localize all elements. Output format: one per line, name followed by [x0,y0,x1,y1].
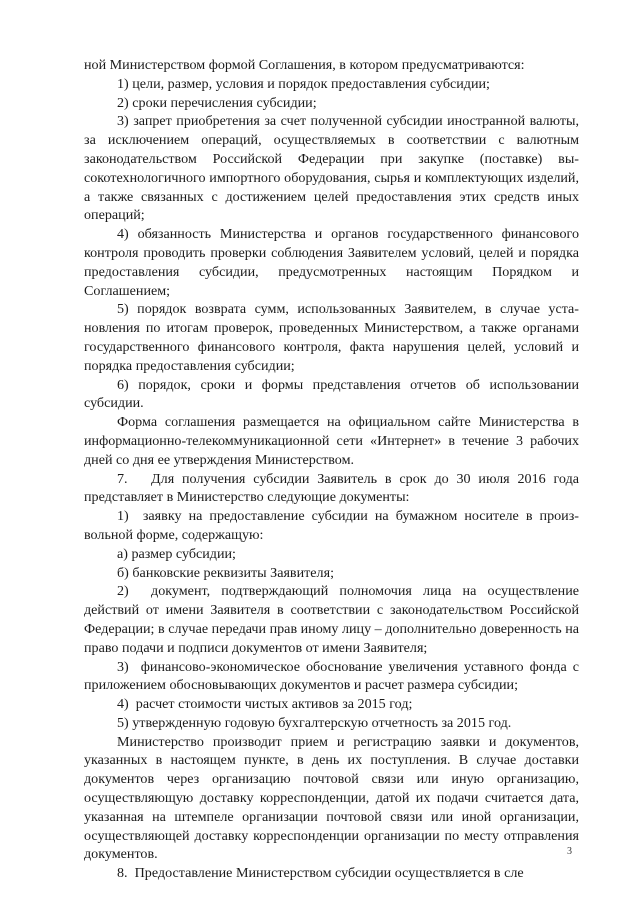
list-item-goals: 1) цели, размер, условия и порядок предоставления субсидии; [117,75,490,92]
paragraph-continuation: ной Министерством формой Соглашения, в котором предусматриваются: [84,57,525,73]
section-8-start: 8. Предоставление Министерством субсидии осуществляется в сле [117,865,524,882]
list-item-inspections: 4) обязанность Министерства и органов государственного финансового контроля проводить проверки соблюдения Заявителем условий, целей и порядка предоставления субсидии, предусмотренных настоящим Порядком и Соглашением; [84,226,579,299]
list-item-currency-ban: 3) запрет приобретения за счет полученной субсидии иностранной валюты, за исключением операций, осуществляемых в соответствии с валютным законодательством Российской Федерации при закупке (поставке) высокотехнологичного импортного оборудования, сырья и комплектующих изделий, а также связанных с достижением целей предоставления этих средств иных операций; [84,113,579,224]
list-item-terms: 2) сроки перечисления субсидии; [117,94,317,111]
doc-subitem-amount: а) размер субсидии; [117,545,236,562]
doc-item-net-assets: 4) расчет стоимости чистых активов за 2015 год; [117,696,413,713]
doc-item-financial-statements: 5) утвержденную годовую бухгалтерскую отчетность за 2015 год. [117,714,512,731]
paragraph-registration: Министерство производит прием и регистрацию заявки и документов, указанных в настоящем пункте, в день их поступления. В случае доставки документов через организацию почтовой связи или иную организацию, осуществляющую доставку корреспонденции, датой их подачи считается дата, указанная на штемпеле организации почтовой связи или иной организации, осуществляющей доставку корреспонденции организации по месту отправления документов. [84,733,579,863]
doc-item-justification: 3) финансово-экономическое обоснование увеличения уставного фонда с приложением обосновывающих документов и расчет размера субсидии; [84,658,579,694]
doc-subitem-bank-details: б) банковские реквизиты Заявителя; [117,564,334,581]
document-body [84,56,579,883]
doc-item-application: 1) заявку на предоставление субсидии на бумажном носителе в произвольной форме, содержащую: [84,508,579,543]
section-7-heading: 7. Для получения субсидии Заявитель в срок до 30 июля 2016 года представляет в Министерство следующие документы: [84,470,579,506]
doc-item-authority: 2) документ, подтверждающий полномочия лица на осуществление действий от имени Заявителя в соответствии с законодательством Российской Федерации; в случае передачи прав иному лицу – дополнительно доверенность на право подачи и подписи документов от имени Заявителя; [84,583,579,656]
list-item-reports: 6) порядок, сроки и формы представления отчетов об использовании субсидии. [84,376,579,412]
page-number: 3 [567,846,572,857]
paragraph-agreement-form: Форма соглашения размещается на официальном сайте Министерства в информационно-телекоммуникационной сети «Интернет» в течение 3 рабочих дней со дня ее утверждения Министерством. [84,414,579,468]
list-item-refund: 5) порядок возврата сумм, использованных Заявителем, в случае установления по итогам проверок, проведенных Министерством, а также органами государственного финансового контроля, факта нарушения целей, условий и порядка предоставления субсидии; [84,301,579,374]
